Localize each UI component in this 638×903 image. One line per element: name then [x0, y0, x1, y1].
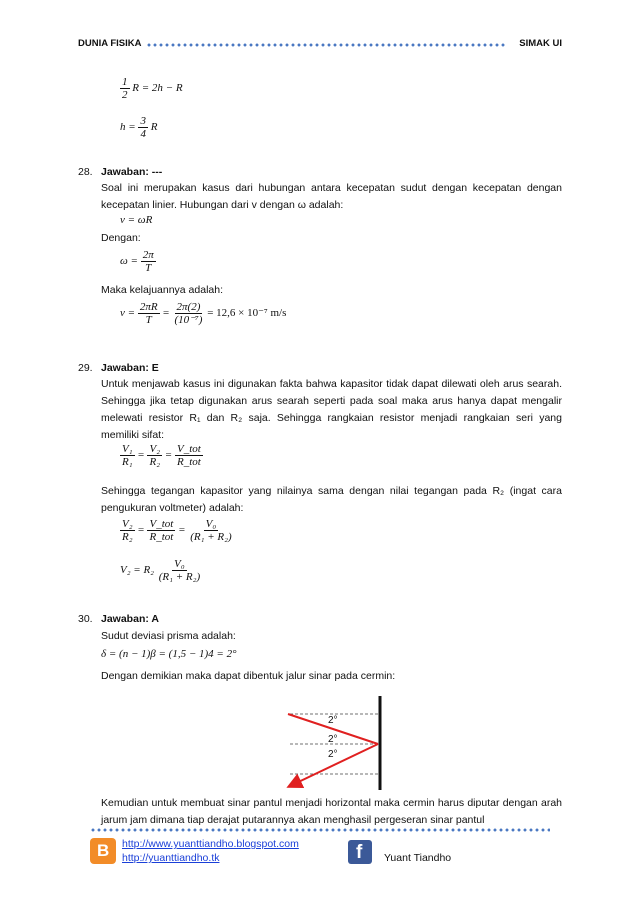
q28-maka: Maka kelajuannya adalah:	[101, 284, 224, 296]
q29-eq-v2: V₂ = R₂ $\frac{\text{V₀}}{\text{(R₁ + R₂)}}$	[120, 558, 201, 583]
q29-eq-series: $\frac{\text{V₁}}{\text{R₁}}$ = $\frac{\text{V₂}}{\text{R₂}}$ = $\frac{\text{V\_tot}}{\text{R\_tot}}$	[122, 443, 201, 468]
q29-paragraph-1: Untuk menjawab kasus ini digunakan fakta bahwa kapasitor tidak dapat dilewati oleh arus searah. Sehingga jika tetap digunakan arus searah seperti pada soal maka arus hanya dapat mengalir melewati resistor R₁ dan R₂ saja. Sehingga rangkaian resistor menjadi rangkaian seri yang memiliki sifat:	[101, 378, 562, 441]
blog-link[interactable]: http://www.yuanttiandho.blogspot.com	[122, 838, 299, 850]
q29-eq-voltage-ratio: $\frac{\text{V₂}}{\text{R₂}}$ = $\frac{\text{V\_tot}}{\text{R\_tot}}$ = $\frac{\text{V₀}}{\text{(R₁ + R₂)}}$	[122, 518, 232, 543]
answer-30: Jawaban: A	[101, 613, 159, 625]
footer-dotted-line	[90, 828, 550, 832]
q29-paragraph-2: Sehingga tegangan kapasitor yang nilainya sama dengan nilai tegangan pada R₂ (ingat cara pengukuran voltmeter) adalah:	[101, 485, 562, 514]
equation-h: h = $\frac{3}{4}$ R	[120, 115, 158, 140]
header-dotted-line	[146, 43, 506, 47]
header-section: SIMAK UI	[519, 38, 562, 49]
blogger-icon: B	[90, 838, 116, 864]
q28-eq-velocity: v = $\frac{2\pi R}{T}$ = $\frac{2\pi(2)}{\text{(10⁻⁷)}}$ = 12,6 × 10⁻⁷ m/s	[120, 301, 287, 326]
answer-28: Jawaban: ---	[101, 166, 163, 178]
mirror-ray-diagram	[270, 696, 390, 792]
q28-eq-omega: ω = $\frac{2\pi}{T}$	[120, 249, 154, 274]
angle-label-2: 2°	[328, 734, 338, 745]
q30-paragraph-mirror: Kemudian untuk membuat sinar pantul menjadi horizontal maka cermin harus diputar dengan arah jarum jam dimana tiap derajat putarannya akan menghasil pergeseran sinar pantul	[101, 797, 562, 826]
question-number-28: 28.	[78, 166, 93, 178]
q28-dengan: Dengan:	[101, 232, 141, 244]
question-number-29: 29.	[78, 362, 93, 374]
q30-eq-delta: δ = (n − 1)β = (1,5 − 1)4 = 2°	[101, 648, 237, 660]
author-name: Yuant Tiandho	[384, 852, 452, 864]
answer-29: Jawaban: E	[101, 362, 159, 374]
header-title: DUNIA FISIKA	[78, 38, 142, 49]
page-header	[78, 38, 562, 52]
equation-half-r: $\frac{1}{2}$ R = 2h − R	[122, 76, 183, 101]
q30-text-deviasi: Sudut deviasi prisma adalah:	[101, 630, 236, 642]
q30-text-jalur: Dengan demikian maka dapat dibentuk jalur sinar pada cermin:	[101, 670, 396, 682]
angle-label-1: 2°	[328, 715, 338, 726]
facebook-icon: f	[348, 840, 372, 864]
angle-label-3: 2°	[328, 749, 338, 760]
question-number-30: 30.	[78, 613, 93, 625]
q28-eq-v-omega-r: v = ωR	[120, 214, 153, 226]
site-link[interactable]: http://yuanttiandho.tk	[122, 852, 220, 864]
q28-paragraph: Soal ini merupakan kasus dari hubungan antara kecepatan sudut dengan kecepatan dengan kecepatan linier. Hubungan dari v dengan ω adalah:	[101, 182, 562, 211]
